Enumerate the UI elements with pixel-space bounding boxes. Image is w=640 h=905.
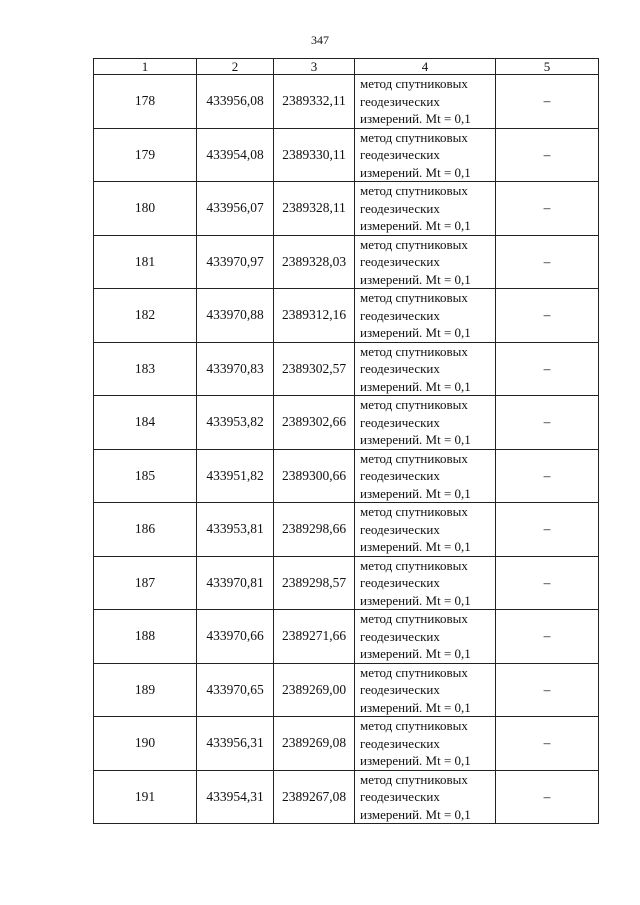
x-coordinate-cell: 433954,31 [197,770,274,824]
method-line: измерений. Mt = 0,1 [360,218,471,233]
x-coordinate-cell: 433970,97 [197,235,274,289]
method-line: метод спутниковых [360,343,468,359]
x-coordinate-cell: 433951,82 [197,449,274,503]
method-cell [355,182,496,236]
method-line: геодезических [360,521,440,537]
method-cell [355,663,496,717]
x-coordinate-cell: 433953,82 [197,396,274,450]
method-cell [355,556,496,610]
coordinates-table [93,58,599,824]
x-coordinate-cell: 433970,88 [197,289,274,343]
y-coordinate-cell: 2389328,03 [274,235,355,289]
table-row [94,556,599,610]
method-line: геодезических [360,361,440,376]
method-line: измерений. Mt = 0,1 [360,271,471,287]
method-line: геодезических [360,414,440,430]
method-line: геодезических [360,307,440,323]
method-cell [355,235,496,289]
table-row [94,75,599,129]
method-line: метод спутниковых [360,771,468,787]
table-row [94,128,599,182]
note-cell: – [496,770,599,824]
method-line: измерений. Mt = 0,1 [360,111,471,126]
point-number-cell: 188 [94,610,197,664]
y-coordinate-cell: 2389330,11 [274,128,355,182]
note-cell: – [496,289,599,343]
method-cell [355,610,496,664]
method-line: метод спутниковых [360,611,468,626]
table-header [94,59,599,75]
column-header-2: 2 [197,59,274,75]
x-coordinate-cell: 433956,31 [197,717,274,771]
method-cell [355,396,496,450]
table-row [94,235,599,289]
method-line: измерений. Mt = 0,1 [360,699,471,715]
y-coordinate-cell: 2389269,08 [274,717,355,771]
method-cell [355,770,496,824]
method-line: измерений. Mt = 0,1 [360,164,471,180]
table-row [94,610,599,664]
method-line: метод спутниковых [360,290,468,305]
point-number-cell: 179 [94,128,197,182]
point-number-cell: 185 [94,449,197,503]
method-line: измерений. Mt = 0,1 [360,485,471,501]
method-line: измерений. Mt = 0,1 [360,753,471,768]
method-line: измерений. Mt = 0,1 [360,806,471,822]
table-body [94,75,599,824]
method-cell [355,449,496,503]
point-number-cell: 189 [94,663,197,717]
note-cell: – [496,503,599,557]
method-line: геодезических [360,93,440,109]
y-coordinate-cell: 2389269,00 [274,663,355,717]
x-coordinate-cell: 433953,81 [197,503,274,557]
x-coordinate-cell: 433956,07 [197,182,274,236]
method-line: геодезических [360,789,440,804]
x-coordinate-cell: 433954,08 [197,128,274,182]
method-line: метод спутниковых [360,664,468,680]
column-header-3: 3 [274,59,355,75]
point-number-cell: 180 [94,182,197,236]
table-row [94,717,599,771]
note-cell: – [496,610,599,664]
y-coordinate-cell: 2389267,08 [274,770,355,824]
method-line: измерений. Mt = 0,1 [360,432,471,447]
note-cell: – [496,75,599,129]
note-cell: – [496,449,599,503]
table-row [94,396,599,450]
method-line: метод спутниковых [360,504,468,519]
note-cell: – [496,182,599,236]
method-cell [355,503,496,557]
method-line: измерений. Mt = 0,1 [360,646,471,661]
y-coordinate-cell: 2389332,11 [274,75,355,129]
point-number-cell: 184 [94,396,197,450]
y-coordinate-cell: 2389300,66 [274,449,355,503]
y-coordinate-cell: 2389298,57 [274,556,355,610]
method-line: метод спутниковых [360,129,468,145]
method-line: метод спутниковых [360,557,468,573]
note-cell: – [496,128,599,182]
point-number-cell: 186 [94,503,197,557]
note-cell: – [496,556,599,610]
y-coordinate-cell: 2389302,57 [274,342,355,396]
method-line: геодезических [360,575,440,590]
note-cell: – [496,235,599,289]
note-cell: – [496,663,599,717]
note-cell: – [496,396,599,450]
table-row [94,770,599,824]
method-line: измерений. Mt = 0,1 [360,592,471,608]
method-line: геодезических [360,200,440,216]
x-coordinate-cell: 433970,81 [197,556,274,610]
y-coordinate-cell: 2389328,11 [274,182,355,236]
method-line: измерений. Mt = 0,1 [360,325,471,340]
method-line: метод спутниковых [360,718,468,733]
table-row [94,289,599,343]
method-line: метод спутниковых [360,236,468,252]
point-number-cell: 182 [94,289,197,343]
note-cell: – [496,717,599,771]
table-row [94,342,599,396]
point-number-cell: 181 [94,235,197,289]
point-number-cell: 187 [94,556,197,610]
column-header-5: 5 [496,59,599,75]
method-line: метод спутниковых [360,450,468,466]
method-cell [355,75,496,129]
table-row [94,663,599,717]
method-line: измерений. Mt = 0,1 [360,378,471,394]
method-line: геодезических [360,254,440,269]
method-line: измерений. Mt = 0,1 [360,539,471,554]
table-row [94,449,599,503]
page-number: 347 [311,33,329,47]
column-header-1: 1 [94,59,197,75]
method-cell [355,717,496,771]
x-coordinate-cell: 433970,66 [197,610,274,664]
method-line: метод спутниковых [360,76,468,91]
method-line: геодезических [360,628,440,644]
note-cell: – [496,342,599,396]
x-coordinate-cell: 433970,83 [197,342,274,396]
method-cell [355,289,496,343]
method-line: метод спутниковых [360,397,468,412]
method-line: геодезических [360,682,440,697]
x-coordinate-cell: 433970,65 [197,663,274,717]
method-line: геодезических [360,147,440,162]
header-row [94,59,599,75]
method-cell [355,128,496,182]
method-line: геодезических [360,468,440,483]
y-coordinate-cell: 2389271,66 [274,610,355,664]
point-number-cell: 178 [94,75,197,129]
y-coordinate-cell: 2389298,66 [274,503,355,557]
table-row [94,182,599,236]
point-number-cell: 183 [94,342,197,396]
method-line: геодезических [360,735,440,751]
y-coordinate-cell: 2389312,16 [274,289,355,343]
method-line: метод спутниковых [360,183,468,198]
method-cell [355,342,496,396]
table-row [94,503,599,557]
point-number-cell: 190 [94,717,197,771]
x-coordinate-cell: 433956,08 [197,75,274,129]
y-coordinate-cell: 2389302,66 [274,396,355,450]
column-header-4: 4 [355,59,496,75]
point-number-cell: 191 [94,770,197,824]
